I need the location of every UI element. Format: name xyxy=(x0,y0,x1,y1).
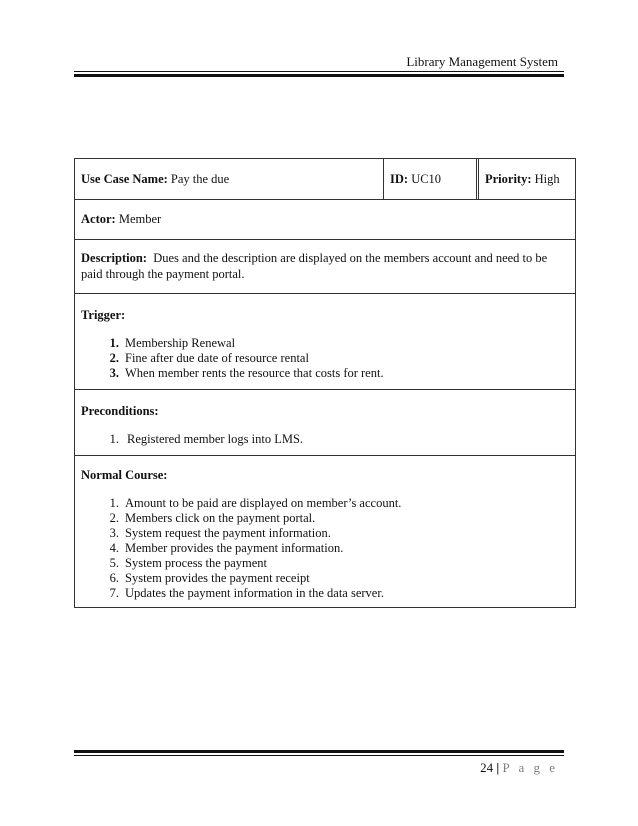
header-rule-thick xyxy=(74,74,564,77)
page-footer xyxy=(480,760,558,776)
list-item-number: 2. xyxy=(109,351,119,365)
use-case-name-cell xyxy=(75,159,384,199)
list-item-number: 7. xyxy=(109,586,119,600)
use-case-id-cell xyxy=(384,159,479,199)
description-label: Description: xyxy=(81,251,147,265)
list-item-text: Fine after due date of resource rental xyxy=(125,351,309,365)
list-item xyxy=(101,541,569,556)
list-item-text: Registered member logs into LMS. xyxy=(127,432,304,446)
list-item-text: Member provides the payment information. xyxy=(125,541,344,555)
description-value: Dues and the description are displayed on the members account and need to be paid through the payment portal. xyxy=(81,251,551,281)
use-case-id-value: UC10 xyxy=(408,171,442,186)
description-row xyxy=(75,239,575,293)
list-item xyxy=(101,336,569,351)
use-case-name-label: Use Case Name: xyxy=(81,171,168,186)
use-case-priority-cell xyxy=(479,159,575,199)
list-item xyxy=(101,511,569,526)
preconditions-label: Preconditions: xyxy=(81,404,159,418)
list-item-text: System provides the payment receipt xyxy=(125,571,310,585)
use-case-table xyxy=(74,158,576,608)
page-word: P a g e xyxy=(502,760,558,775)
list-item-text: System request the payment information. xyxy=(125,526,331,540)
trigger-row xyxy=(75,293,575,389)
footer-rule-thick xyxy=(74,750,564,753)
list-item-text: System process the payment xyxy=(125,556,267,570)
actor-row xyxy=(75,199,575,239)
document-header-title: Library Management System xyxy=(406,54,558,69)
preconditions-row xyxy=(75,389,575,455)
list-item-number: 1. xyxy=(109,432,119,446)
normal-course-row xyxy=(75,455,575,607)
list-item-text: Amount to be paid are displayed on member’s account. xyxy=(125,496,402,510)
list-item-text: Updates the payment information in the data server. xyxy=(125,586,384,600)
header-rule-thin xyxy=(74,71,564,72)
list-item xyxy=(101,556,569,571)
list-item-number: 3. xyxy=(109,526,119,540)
list-item xyxy=(101,571,569,586)
trigger-label: Trigger: xyxy=(81,308,126,322)
list-item xyxy=(101,526,569,541)
list-item xyxy=(107,432,569,447)
list-item-number: 6. xyxy=(109,571,119,585)
list-item-number: 1. xyxy=(109,496,119,510)
trigger-list xyxy=(81,336,569,381)
list-item-text: Membership Renewal xyxy=(125,336,236,350)
list-item-number: 1. xyxy=(109,336,119,350)
list-item-number: 5. xyxy=(109,556,119,570)
list-item-number: 2. xyxy=(109,511,119,525)
page-separator: | xyxy=(493,760,503,775)
normal-course-label: Normal Course: xyxy=(81,468,168,482)
list-item xyxy=(101,366,569,381)
list-item-number: 3. xyxy=(109,366,119,380)
list-item xyxy=(101,351,569,366)
list-item-text: When member rents the resource that costs for rent. xyxy=(125,366,384,380)
list-item-number: 4. xyxy=(109,541,119,555)
use-case-header-row xyxy=(75,159,575,199)
list-item xyxy=(101,496,569,511)
use-case-priority-label: Priority: xyxy=(485,171,532,186)
actor-value: Member xyxy=(115,212,162,226)
preconditions-list xyxy=(81,432,569,447)
use-case-name-value: Pay the due xyxy=(167,171,230,186)
normal-course-list xyxy=(81,496,569,601)
footer-rule-thin xyxy=(74,755,564,756)
use-case-id-label: ID: xyxy=(390,171,409,186)
page-number: 24 xyxy=(480,760,494,775)
list-item-text: Members click on the payment portal. xyxy=(125,511,316,525)
use-case-priority-value: High xyxy=(531,171,560,186)
actor-label: Actor: xyxy=(81,212,116,226)
list-item xyxy=(101,586,569,601)
